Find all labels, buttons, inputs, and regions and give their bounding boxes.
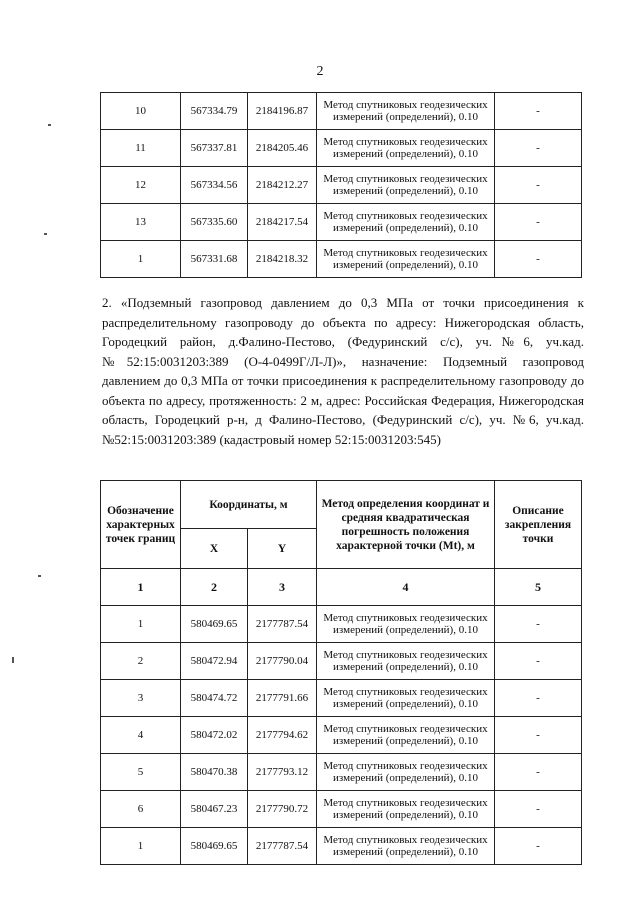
scan-mark	[48, 124, 51, 126]
table-row	[101, 130, 582, 167]
table-row	[101, 828, 582, 865]
table-row	[101, 93, 582, 130]
x-coordinate-cell: 567334.79	[181, 93, 248, 130]
fixing-description-cell: -	[495, 204, 582, 241]
y-coordinate-cell: 2177791.66	[248, 680, 317, 717]
table-row	[101, 717, 582, 754]
method-cell: Метод спутниковых геодезических измерений (определений), 0.10	[317, 643, 495, 680]
header-method: Метод определения координат и средняя квадратическая погрешность положения характерной точки (Mt), м	[317, 481, 495, 569]
x-coordinate-cell: 580472.94	[181, 643, 248, 680]
column-number: 4	[317, 569, 495, 606]
table-row	[101, 643, 582, 680]
point-cell: 5	[101, 754, 181, 791]
y-coordinate-cell: 2177794.62	[248, 717, 317, 754]
header-y: Y	[248, 529, 317, 569]
point-cell: 12	[101, 167, 181, 204]
y-coordinate-cell: 2177793.12	[248, 754, 317, 791]
table-row	[101, 791, 582, 828]
y-coordinate-cell: 2184196.87	[248, 93, 317, 130]
method-cell: Метод спутниковых геодезических измерений (определений), 0.10	[317, 93, 495, 130]
method-cell: Метод спутниковых геодезических измерений (определений), 0.10	[317, 241, 495, 278]
fixing-description-cell: -	[495, 791, 582, 828]
x-coordinate-cell: 567334.56	[181, 167, 248, 204]
y-coordinate-cell: 2177790.72	[248, 791, 317, 828]
fixing-description-cell: -	[495, 241, 582, 278]
coordinates-table-continued	[100, 92, 582, 278]
table-row	[101, 754, 582, 791]
point-cell: 11	[101, 130, 181, 167]
x-coordinate-cell: 580470.38	[181, 754, 248, 791]
y-coordinate-cell: 2184218.32	[248, 241, 317, 278]
x-coordinate-cell: 567331.68	[181, 241, 248, 278]
coordinates-table	[100, 480, 582, 865]
method-cell: Метод спутниковых геодезических измерений (определений), 0.10	[317, 680, 495, 717]
fixing-description-cell: -	[495, 643, 582, 680]
column-number: 2	[181, 569, 248, 606]
table-row	[101, 680, 582, 717]
point-cell: 1	[101, 606, 181, 643]
table-row	[101, 606, 582, 643]
y-coordinate-cell: 2177790.04	[248, 643, 317, 680]
x-coordinate-cell: 580472.02	[181, 717, 248, 754]
point-cell: 1	[101, 241, 181, 278]
fixing-description-cell: -	[495, 130, 582, 167]
y-coordinate-cell: 2177787.54	[248, 606, 317, 643]
scan-mark	[12, 657, 14, 663]
point-cell: 1	[101, 828, 181, 865]
column-number: 3	[248, 569, 317, 606]
x-coordinate-cell: 580467.23	[181, 791, 248, 828]
fixing-description-cell: -	[495, 167, 582, 204]
column-number: 5	[495, 569, 582, 606]
method-cell: Метод спутниковых геодезических измерений (определений), 0.10	[317, 828, 495, 865]
method-cell: Метод спутниковых геодезических измерений (определений), 0.10	[317, 791, 495, 828]
fixing-description-cell: -	[495, 606, 582, 643]
object-description-paragraph: 2. «Подземный газопровод давлением до 0,3 МПа от точки присоединения к распределительному газопроводу до объекта по адресу: Нижегородская область, Городецкий район, д.Фалино-Пестово, (Федуринский с/с), уч.№6, уч.кад.№52:15:0031203:389 (О-4-0499Г/Л-Л)», назначение: Подземный газопровод давлением до 0,3 МПа от точки присоединения к распределительному газопроводу до объекта по адресу, протяженность: 2 м, адрес: Российская Федерация, Нижегородская область, Городецкий р-н, д Фалино-Пестово, (Федуринский с/с), уч. №6, уч.кад.№52:15:0031203:389 (кадастровый номер 52:15:0031203:545)	[102, 295, 584, 447]
point-cell: 6	[101, 791, 181, 828]
point-cell: 13	[101, 204, 181, 241]
method-cell: Метод спутниковых геодезических измерений (определений), 0.10	[317, 167, 495, 204]
header-x: X	[181, 529, 248, 569]
y-coordinate-cell: 2177787.54	[248, 828, 317, 865]
fixing-description-cell: -	[495, 754, 582, 791]
method-cell: Метод спутниковых геодезических измерений (определений), 0.10	[317, 204, 495, 241]
point-cell: 10	[101, 93, 181, 130]
fixing-description-cell: -	[495, 93, 582, 130]
header-point-designation: Обозначение характерных точек границ	[101, 481, 181, 569]
x-coordinate-cell: 580469.65	[181, 606, 248, 643]
column-number: 1	[101, 569, 181, 606]
method-cell: Метод спутниковых геодезических измерений (определений), 0.10	[317, 130, 495, 167]
table-row	[101, 204, 582, 241]
point-cell: 3	[101, 680, 181, 717]
scan-mark	[44, 233, 47, 235]
x-coordinate-cell: 567337.81	[181, 130, 248, 167]
x-coordinate-cell: 567335.60	[181, 204, 248, 241]
fixing-description-cell: -	[495, 717, 582, 754]
point-cell: 2	[101, 643, 181, 680]
y-coordinate-cell: 2184212.27	[248, 167, 317, 204]
fixing-description-cell: -	[495, 680, 582, 717]
table-row	[101, 167, 582, 204]
fixing-description-cell: -	[495, 828, 582, 865]
method-cell: Метод спутниковых геодезических измерений (определений), 0.10	[317, 717, 495, 754]
method-cell: Метод спутниковых геодезических измерений (определений), 0.10	[317, 754, 495, 791]
point-cell: 4	[101, 717, 181, 754]
y-coordinate-cell: 2184205.46	[248, 130, 317, 167]
table-row	[101, 241, 582, 278]
x-coordinate-cell: 580469.65	[181, 828, 248, 865]
scan-mark	[38, 575, 41, 577]
header-fixing-description: Описание закрепления точки	[495, 481, 582, 569]
header-coordinates: Координаты, м	[181, 481, 317, 529]
page-number: 2	[316, 64, 324, 79]
y-coordinate-cell: 2184217.54	[248, 204, 317, 241]
method-cell: Метод спутниковых геодезических измерений (определений), 0.10	[317, 606, 495, 643]
x-coordinate-cell: 580474.72	[181, 680, 248, 717]
